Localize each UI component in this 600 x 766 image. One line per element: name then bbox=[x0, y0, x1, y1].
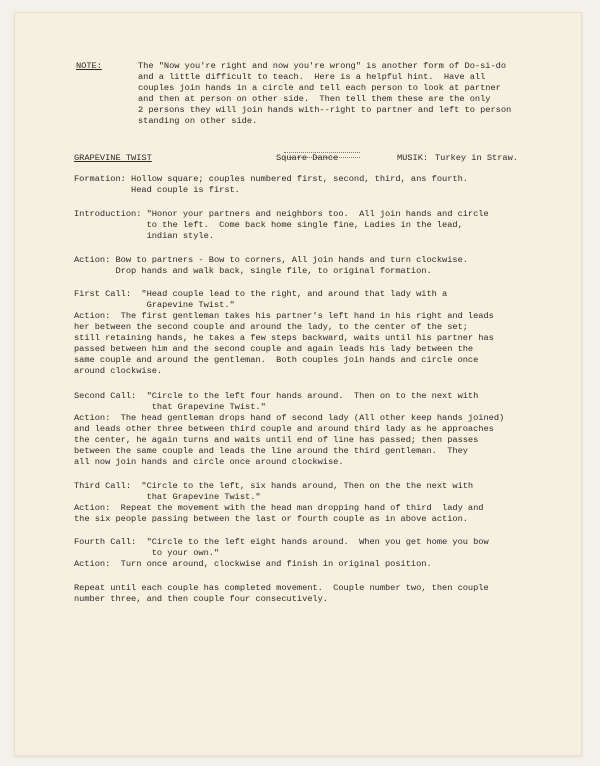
second-call-line: Second Call: "Circle to the left four hands around. Then on to the next with bbox=[74, 391, 479, 401]
action-intro-line: Drop hands and walk back, single file, to original formation. bbox=[74, 266, 432, 276]
action-intro-line: Action: Bow to partners - Bow to corners, All join hands and turn clockwise. bbox=[74, 255, 468, 265]
second-call-line: and leads other three between third couple and around third lady as he approaches bbox=[74, 424, 494, 434]
dance-type: Square Dance bbox=[276, 153, 339, 163]
first-call-line: Grapevine Twist." bbox=[74, 300, 235, 310]
second-call-line: between the same couple and leads the line around the third gentleman. They bbox=[74, 446, 468, 456]
second-call-line: Action: The head gentleman drops hand of second lady (All other keep hands joined) bbox=[74, 413, 505, 423]
formation-line: Head couple is first. bbox=[74, 185, 240, 195]
note-line: standing on other side. bbox=[138, 116, 258, 126]
note-label: NOTE: bbox=[76, 61, 102, 71]
closing-line: number three, and then couple four consecutively. bbox=[74, 594, 328, 604]
note-line: 2 persons they will join hands with--right to partner and left to person bbox=[138, 105, 512, 115]
fourth-call-line: Action: Turn once around, clockwise and finish in original position. bbox=[74, 559, 432, 569]
introduction-line: indian style. bbox=[74, 231, 214, 241]
music-value: Turkey in Straw. bbox=[435, 153, 518, 163]
document-page bbox=[14, 12, 582, 756]
second-call-line: that Grapevine Twist." bbox=[74, 402, 266, 412]
first-call-line: her between the second couple and around the lady, to the center of the set; bbox=[74, 322, 468, 332]
music-label: MUSIK: bbox=[397, 153, 429, 163]
fourth-call-line: to your own." bbox=[74, 548, 220, 558]
third-call-line: Third Call: "Circle to the left, six hands around, Then on the the next with bbox=[74, 481, 474, 491]
third-call-line: the six people passing between the last or fourth couple as in above action. bbox=[74, 514, 468, 524]
dance-title: GRAPEVINE TWIST bbox=[74, 153, 152, 163]
first-call-line: around clockwise. bbox=[74, 366, 163, 376]
introduction-line: Introduction: "Honor your partners and neighbors too. All join hands and circle bbox=[74, 209, 489, 219]
note-line: and then at person on other side. Then tell them these are the only bbox=[138, 94, 491, 104]
first-call-line: same couple and around the gentleman. Both couples join hands and circle once bbox=[74, 355, 479, 365]
first-call-line: First Call: "Head couple lead to the right, and around that lady with a bbox=[74, 289, 448, 299]
closing-line: Repeat until each couple has completed movement. Couple number two, then couple bbox=[74, 583, 489, 593]
introduction-line: to the left. Come back home single fine, Ladies in the lead, bbox=[74, 220, 463, 230]
first-call-line: still retaining hands, he takes a few steps backward, waits until his partner has bbox=[74, 333, 494, 343]
note-line: and a little difficult to teach. Here is a helpful hint. Have all bbox=[138, 72, 486, 82]
third-call-line: that Grapevine Twist." bbox=[74, 492, 261, 502]
fourth-call-line: Fourth Call: "Circle to the left eight hands around. When you get home you bow bbox=[74, 537, 489, 547]
note-line: The "Now you're right and now you're wrong" is another form of Do-si-do bbox=[138, 61, 507, 71]
first-call-line: Action: The first gentleman takes his partner's left hand in his right and leads bbox=[74, 311, 494, 321]
note-line: couples join hands in a circle and tell each person to look at partner bbox=[138, 83, 501, 93]
second-call-line: all now join hands and circle once around clockwise. bbox=[74, 457, 344, 467]
formation-line: Formation: Hollow square; couples numbered first, second, third, ans fourth. bbox=[74, 174, 468, 184]
second-call-line: the center, he again turns and waits until end of line has passed; then passes bbox=[74, 435, 479, 445]
first-call-line: passed between him and the second couple and again leads his lady between the bbox=[74, 344, 474, 354]
third-call-line: Action: Repeat the movement with the head man dropping hand of third lady and bbox=[74, 503, 484, 513]
